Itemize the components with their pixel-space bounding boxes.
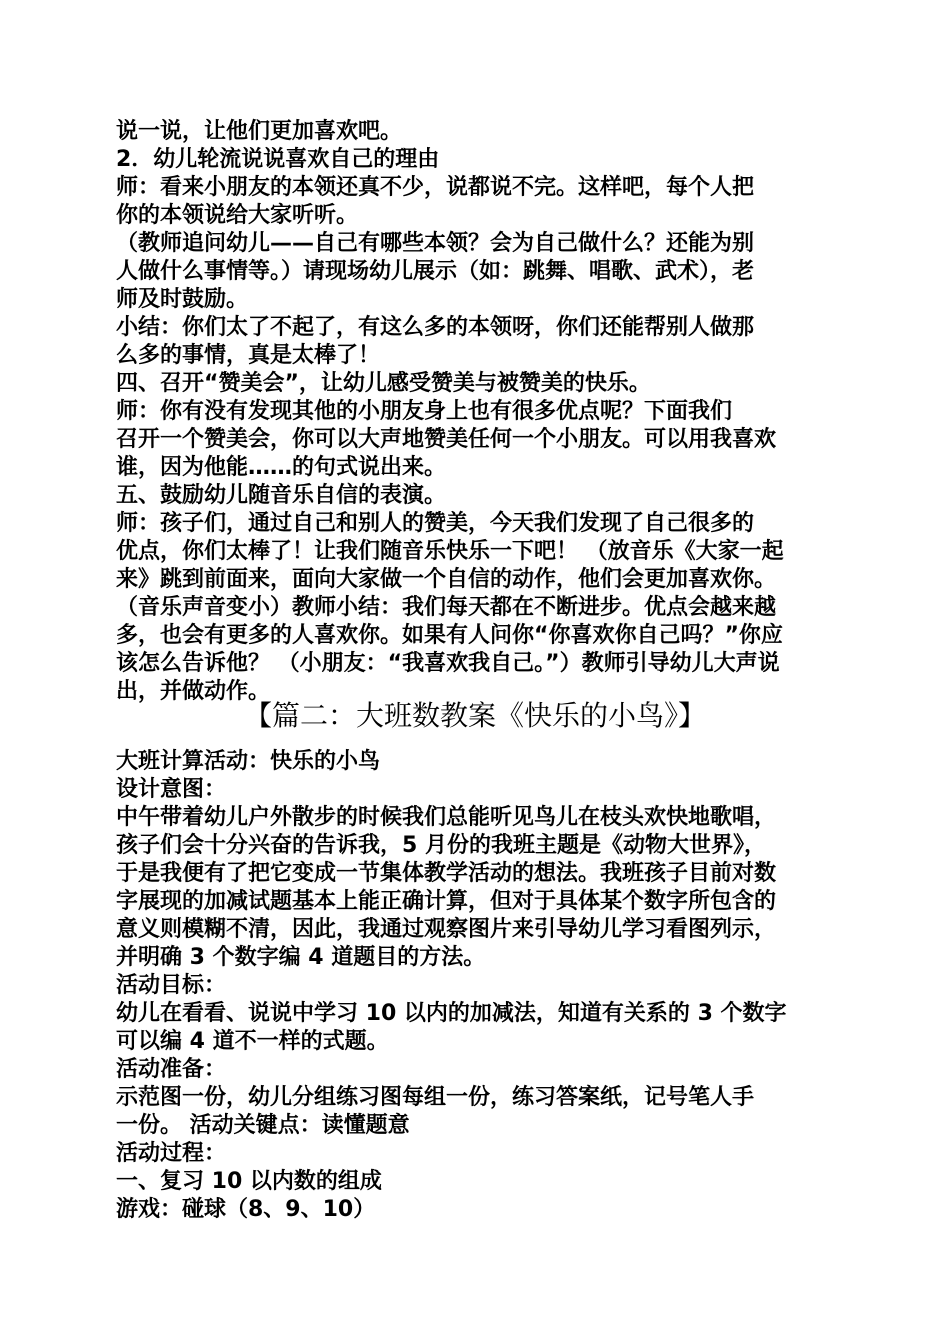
text-line: 师：孩子们，通过自己和别人的赞美，今天我们发现了自己很多的	[116, 511, 755, 536]
text-line: 中午带着幼儿户外散步的时候我们总能听见鸟儿在枝头欢快地歌唱，	[116, 805, 777, 830]
text-line: 幼儿在看看、说说中学习 10 以内的加减法，知道有关系的 3 个数字	[116, 1001, 787, 1026]
section-title: 【篇二：大班数教案《快乐的小鸟》】	[243, 699, 706, 732]
text-line: 四、召开“赞美会”，让幼儿感受赞美与被赞美的快乐。	[116, 371, 651, 396]
text-line: 活动过程：	[116, 1141, 227, 1166]
text-line: 2．幼儿轮流说说喜欢自己的理由	[116, 147, 440, 172]
text-line: 字展现的加减试题基本上能正确计算，但对于具体某个数字所包含的	[116, 889, 777, 914]
text-line: 五、鼓励幼儿随音乐自信的表演。	[116, 483, 447, 508]
text-line: 师及时鼓励。	[116, 287, 249, 312]
text-line: 活动目标：	[116, 973, 227, 998]
text-line: 一份。 活动关键点：读懂题意	[116, 1113, 410, 1138]
text-line: 多，也会有更多的人喜欢你。如果有人问你“你喜欢你自己吗？”你应	[116, 623, 783, 648]
text-line: 你的本领说给大家听听。	[116, 203, 359, 228]
text-line: 么多的事情，真是太棒了！	[116, 343, 381, 368]
text-line: （教师追问幼儿——自己有哪些本领？会为自己做什么？还能为别	[116, 231, 755, 256]
text-line: 师：你有没有发现其他的小朋友身上也有很多优点呢？下面我们	[116, 399, 733, 424]
text-line: 意义则模糊不清，因此，我通过观察图片来引导幼儿学习看图列示，	[116, 917, 777, 942]
text-line: 优点，你们太棒了！让我们随音乐快乐一下吧！ （放音乐《大家一起	[116, 539, 784, 564]
text-line: 设计意图：	[116, 777, 227, 802]
text-line: 召开一个赞美会，你可以大声地赞美任何一个小朋友。可以用我喜欢	[116, 427, 777, 452]
text-line: 大班计算活动：快乐的小鸟	[116, 749, 381, 774]
text-line: 说一说，让他们更加喜欢吧。	[116, 119, 403, 144]
text-line: 活动准备：	[116, 1057, 227, 1082]
text-line: 谁，因为他能……的句式说出来。	[116, 455, 447, 480]
text-line: 一、复习 10 以内数的组成	[116, 1169, 382, 1194]
text-line: 师：看来小朋友的本领还真不少，说都说不完。这样吧，每个人把	[116, 175, 755, 200]
text-line: 于是我便有了把它变成一节集体教学活动的想法。我班孩子目前对数	[116, 861, 777, 886]
text-line: （音乐声音变小）教师小结：我们每天都在不断进步。优点会越来越	[116, 595, 777, 620]
text-line: 可以编 4 道不一样的式题。	[116, 1029, 389, 1054]
text-line: 示范图一份，幼儿分组练习图每组一份，练习答案纸，记号笔人手	[116, 1085, 755, 1110]
text-line: 人做什么事情等。）请现场幼儿展示（如：跳舞、唱歌、武术），老	[116, 259, 755, 284]
text-line: 并明确 3 个数字编 4 道题目的方法。	[116, 945, 486, 970]
text-line: 小结：你们太了不起了，有这么多的本领呀，你们还能帮别人做那	[116, 315, 755, 340]
text-line: 该怎么告诉他？ （小朋友：“我喜欢我自己。”）教师引导幼儿大声说	[116, 651, 780, 676]
text-line: 出，并做动作。	[116, 679, 271, 704]
text-line: 游戏：碰球（8、9、10）	[116, 1197, 376, 1222]
text-line: 孩子们会十分兴奋的告诉我，5 月份的我班主题是《动物大世界》，	[116, 833, 766, 858]
text-line: 来》跳到前面来，面向大家做一个自信的动作，他们会更加喜欢你。	[116, 567, 777, 592]
